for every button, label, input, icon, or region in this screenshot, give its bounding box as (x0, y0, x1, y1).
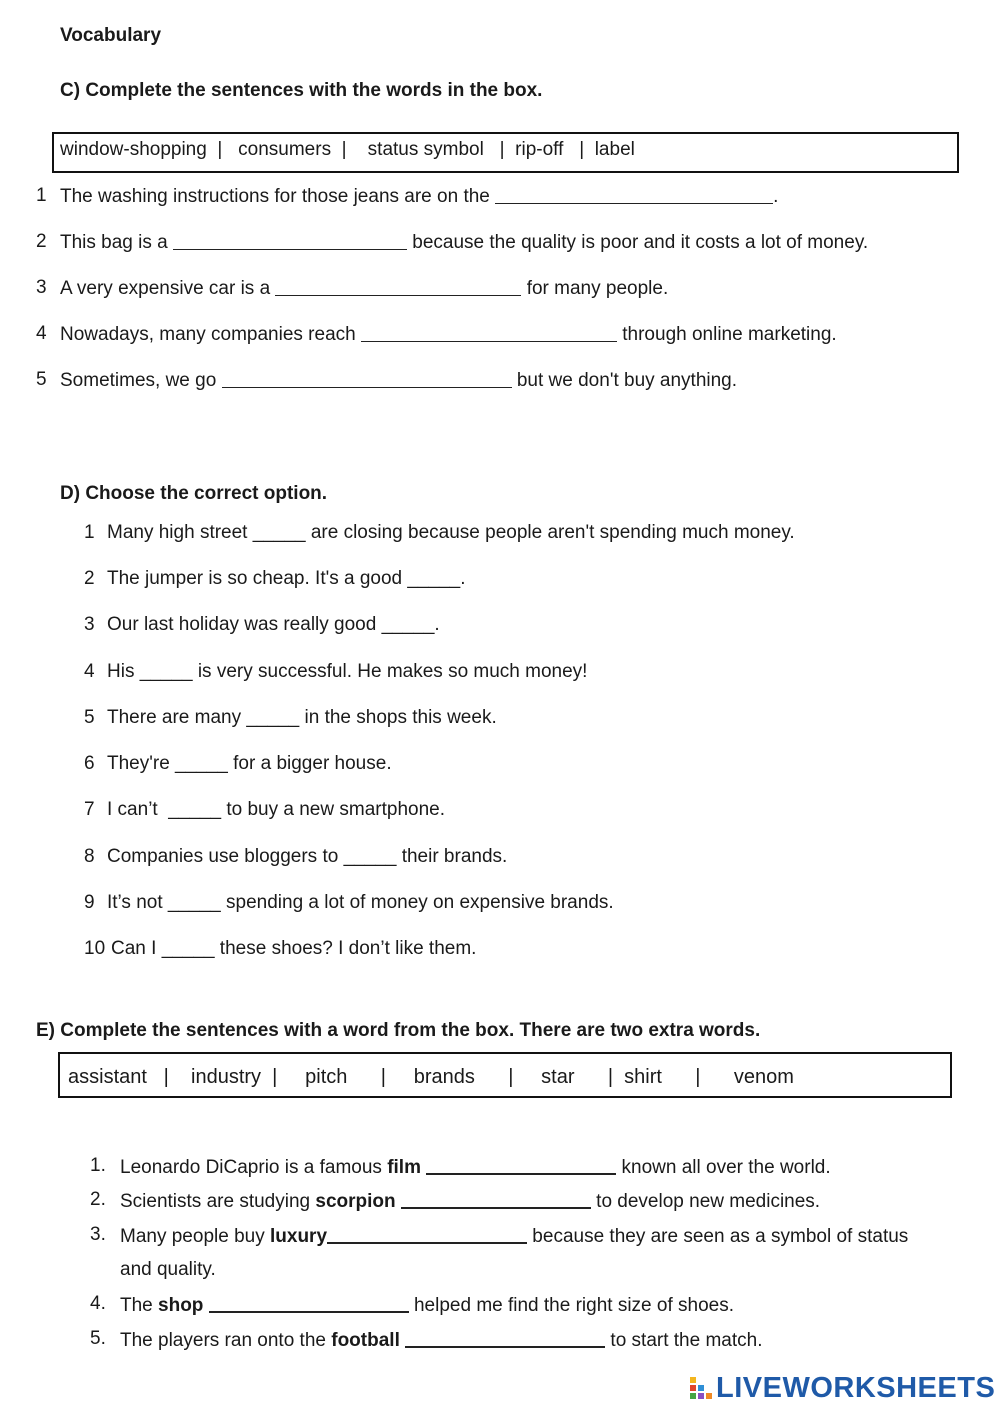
section-c-heading: C) Complete the sentences with the words in the box. (60, 80, 543, 101)
item-text: His _____ is very successful. He makes so much money! (107, 661, 588, 682)
item-text-before: Leonardo DiCaprio is a famous (120, 1157, 388, 1178)
item-number: 2 (36, 231, 47, 252)
item-number: 2 (84, 568, 95, 589)
item-number: 2. (90, 1189, 106, 1210)
answer-blank[interactable] (209, 1293, 409, 1313)
item-text-before: Nowadays, many companies reach (60, 324, 361, 345)
item-text-before: The players ran onto the (120, 1330, 332, 1351)
section-c-word-box (52, 132, 959, 173)
item-keyword: shop (158, 1295, 204, 1316)
item-keyword: film (387, 1157, 421, 1178)
item-text: Companies use bloggers to _____ their brands. (107, 846, 508, 867)
section-c-word-list: window-shopping | consumers | status symbol | rip-off | label (60, 139, 635, 160)
item-keyword: luxury (270, 1226, 328, 1247)
item-keyword: scorpion (315, 1191, 396, 1212)
answer-blank[interactable] (361, 323, 617, 342)
section-e-heading: E) Complete the sentences with a word from the box. There are two extra words. (36, 1020, 761, 1041)
item-text-after: helped me find the right size of shoes. (408, 1295, 735, 1316)
item-text-after: . (773, 186, 779, 207)
item-number: 1. (90, 1155, 106, 1176)
item-text-after: but we don't buy anything. (511, 370, 738, 391)
item-text: Our last holiday was really good _____. (107, 614, 440, 635)
item-number: 5 (36, 369, 47, 390)
section-e-word-list: assistant | industry | pitch | brands | star | shirt | venom (68, 1066, 794, 1088)
answer-blank[interactable] (401, 1189, 591, 1209)
item-keyword: football (331, 1330, 400, 1351)
item-text-before: The washing instructions for those jeans are on the (60, 186, 496, 207)
item-text-after: to start the match. (605, 1330, 763, 1351)
item-number: 10 (84, 938, 106, 959)
answer-blank[interactable] (495, 185, 773, 204)
section-d-heading: D) Choose the correct option. (60, 483, 328, 504)
answer-blank[interactable] (405, 1328, 605, 1348)
item-text: There are many _____ in the shops this week. (107, 707, 497, 728)
item-number: 9 (84, 892, 95, 913)
answer-blank[interactable] (426, 1155, 616, 1175)
item-text-before: Many people buy (120, 1226, 270, 1247)
item-number: 7 (84, 799, 95, 820)
item-text: It’s not _____ spending a lot of money on expensive brands. (107, 892, 614, 913)
item-text: The jumper is so cheap. It's a good _____. (107, 568, 466, 589)
item-text-after: for many people. (521, 278, 669, 299)
item-number: 4. (90, 1293, 106, 1314)
item-number: 3 (84, 614, 95, 635)
item-text-after: because the quality is poor and it costs a lot of money. (407, 232, 869, 253)
item-text-before: Sometimes, we go (60, 370, 222, 391)
item-text: They're _____ for a bigger house. (107, 753, 392, 774)
item-text-before: This bag is a (60, 232, 173, 253)
liveworksheets-logo (688, 1372, 995, 1404)
item-number: 1 (36, 185, 47, 206)
item-number: 3 (36, 277, 47, 298)
item-text: I can’t _____ to buy a new smartphone. (107, 799, 445, 820)
item-number: 4 (84, 661, 95, 682)
item-text-after: through online marketing. (616, 324, 837, 345)
item-number: 4 (36, 323, 47, 344)
answer-blank[interactable] (173, 231, 407, 250)
item-text: Many high street _____ are closing because people aren't spending much money. (107, 522, 795, 543)
item-text: Can I _____ these shoes? I don’t like them. (111, 938, 477, 959)
icon-blocks (688, 1375, 714, 1401)
answer-blank[interactable] (222, 369, 512, 388)
item-text-before: A very expensive car is a (60, 278, 276, 299)
answer-blank[interactable] (275, 277, 521, 296)
item-number: 5. (90, 1328, 106, 1349)
item-text-before: Scientists are studying (120, 1191, 316, 1212)
item-text-after: to develop new medicines. (590, 1191, 821, 1212)
item-continuation: and quality. (120, 1259, 216, 1280)
logo-text: LIVEWORKSHEETS (716, 1371, 996, 1404)
answer-blank[interactable] (327, 1224, 527, 1244)
item-number: 3. (90, 1224, 106, 1245)
section-e-word-box (58, 1052, 952, 1098)
item-number: 1 (84, 522, 95, 543)
item-text-before: The (120, 1295, 159, 1316)
page-title: Vocabulary (60, 25, 162, 46)
item-text-after: because they are seen as a symbol of status (527, 1226, 909, 1247)
item-number: 8 (84, 846, 95, 867)
item-number: 5 (84, 707, 95, 728)
item-text-after: known all over the world. (616, 1157, 831, 1178)
item-number: 6 (84, 753, 95, 774)
